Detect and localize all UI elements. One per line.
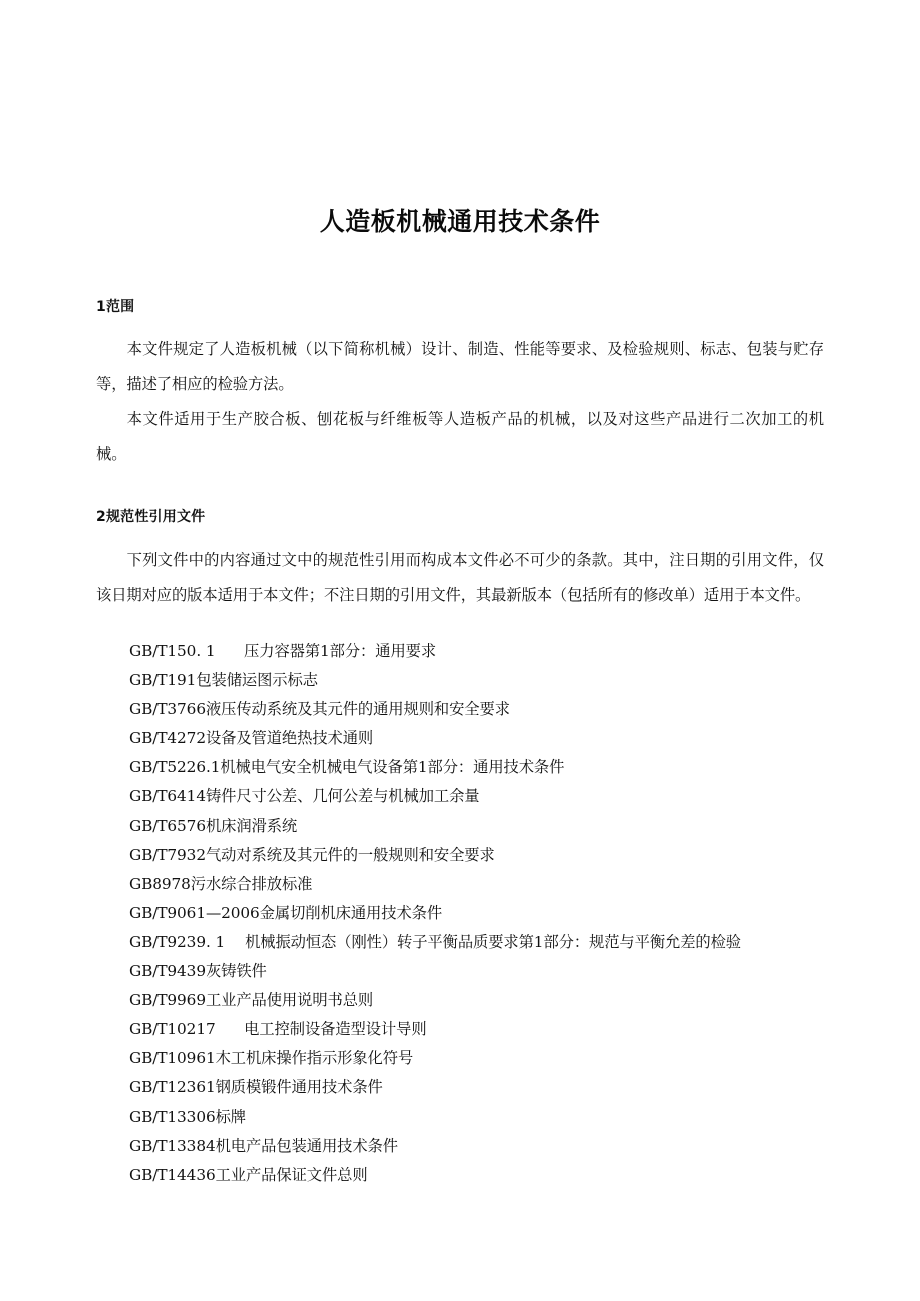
list-item: GB/T12361钢质模锻件通用技术条件 (129, 1078, 383, 1097)
list-item: GB/T13306标牌 (129, 1107, 246, 1126)
list-item: GB8978污水综合排放标准 (129, 874, 313, 893)
list-item: GB/T9061—2006金属切削机床通用技术条件 (129, 903, 443, 922)
section-heading-scope: 1范围 (96, 298, 135, 315)
paragraph: 本文件适用于生产胶合板、刨花板与纤维板等人造板产品的机械，以及对这些产品进行二次加工的机械。 (96, 410, 824, 463)
list-item: GB/T4272设备及管道绝热技术通则 (129, 729, 374, 748)
list-item: GB/T7932气动对系统及其元件的一般规则和安全要求 (129, 845, 495, 864)
normative-reference-list (96, 637, 856, 1190)
section-body-scope (96, 332, 824, 472)
list-item: GB/T9969工业产品使用说明书总则 (129, 991, 374, 1010)
list-item: GB/T150. 1 压力容器第1部分：通用要求 (129, 642, 437, 660)
list-item: GB/T14436工业产品保证文件总则 (129, 1165, 368, 1184)
list-item: GB/T191包装储运图示标志 (129, 671, 318, 690)
list-item: GB/T6414铸件尺寸公差、几何公差与机械加工余量 (129, 787, 480, 806)
list-item: GB/T9239. 1 机械振动恒态（刚性）转子平衡品质要求第1部分：规范与平衡允差的检验 (129, 932, 741, 951)
section-heading-normative-references: 2规范性引用文件 (96, 508, 206, 525)
list-item: GB/T10961木工机床操作指示形象化符号 (129, 1049, 414, 1068)
paragraph: 本文件规定了人造板机械（以下简称机械）设计、制造、性能等要求、及检验规则、标志、包装与贮存等，描述了相应的检验方法。 (96, 340, 824, 393)
list-item: GB/T6576机床润滑系统 (129, 816, 298, 835)
list-item: GB/T13384机电产品包装通用技术条件 (129, 1136, 398, 1155)
list-item: GB/T5226.1机械电气安全机械电气设备第1部分：通用技术条件 (129, 758, 565, 777)
section-body-normative-references (96, 543, 824, 613)
page-title: 人造板机械通用技术条件 (319, 206, 601, 236)
list-item: GB/T3766液压传动系统及其元件的通用规则和安全要求 (129, 700, 510, 719)
paragraph: 下列文件中的内容通过文中的规范性引用而构成本文件必不可少的条款。其中，注日期的引用文件，仅该日期对应的版本适用于本文件；不注日期的引用文件，其最新版本（包括所有的修改单）适用于本文件。 (96, 551, 824, 604)
list-item: GB/T10217 电工控制设备造型设计导则 (129, 1020, 427, 1039)
list-item: GB/T9439灰铸铁件 (129, 962, 267, 981)
